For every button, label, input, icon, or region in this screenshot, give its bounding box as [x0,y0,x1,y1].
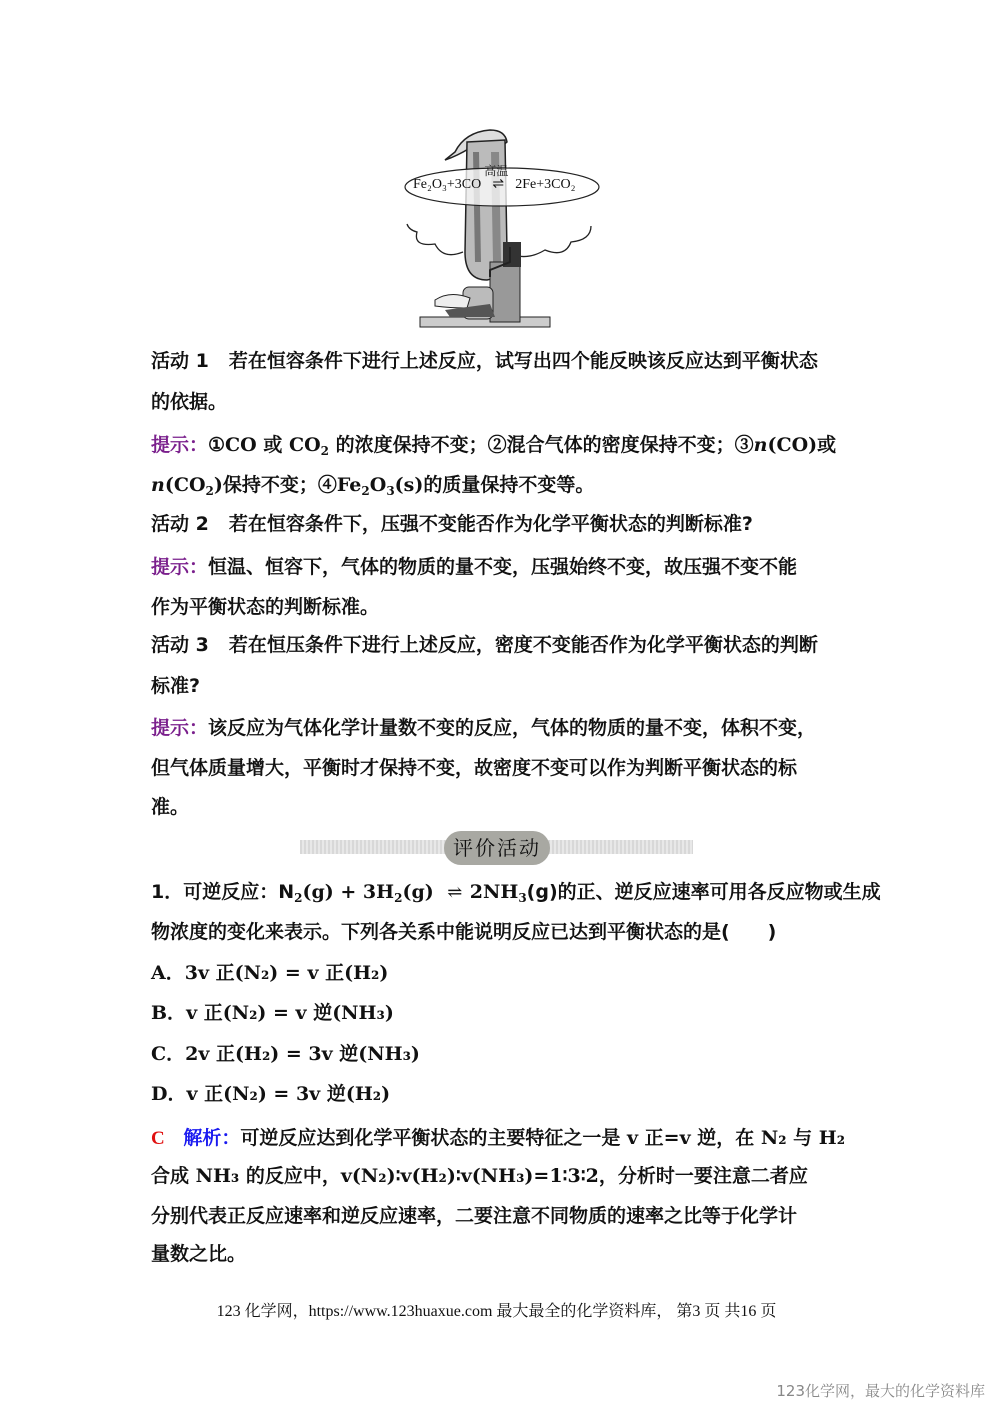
question-number: 1． [151,881,184,903]
activity-1-text-cont: 的依据。 [151,391,228,413]
hint-1-text: 的浓度保持不变；②混合气体的密度保持不变；③ [335,434,754,456]
option-letter: C． [151,1043,186,1065]
hint-label: 提示： [151,556,209,578]
hint-1-cont [151,473,594,497]
subscript: 3 [518,891,527,905]
hint-1-text: O [369,474,387,496]
hint-1 [151,433,836,457]
hint-1-text: n [151,474,165,496]
analysis-text: 可逆反应达到化学平衡状态的主要特征之一是 v 正=v 逆，在 N₂ 与 H₂ [240,1127,846,1149]
activity-3 [151,633,818,657]
question-text: (g) + 3H [302,881,395,903]
blast-furnace-illustration [395,112,610,330]
option-text: v 正(N₂) = 3v 逆(H₂) [186,1083,391,1105]
activity-1 [151,349,818,373]
subscript: 2 [361,484,370,498]
analysis-label: 解析： [183,1127,241,1149]
analysis-cont: 量数之比。 [151,1243,247,1265]
option-text: 2v 正(H₂) = 3v 逆(NH₃) [185,1043,420,1065]
hint-1-text: (CO)或 [767,434,837,456]
hint-3-cont: 准。 [151,796,190,818]
question-text: 2NH [469,881,519,903]
activity-2-text: 若在恒容条件下，压强不变能否作为化学平衡状态的判断标准? [228,513,753,535]
analysis-cont: 合成 NH₃ 的反应中，v(N₂)∶v(H₂)∶v(NH₃)=1∶3∶2，分析时一要注意二者应 [151,1165,808,1187]
option-text: v 正(N₂) = v 逆(NH₃) [186,1002,394,1024]
activity-1-text: 若在恒容条件下进行上述反应，试写出四个能反映该反应达到平衡状态 [228,350,818,372]
hint-3 [151,716,816,740]
option-letter: B． [151,1002,187,1024]
hint-2-text: 恒温、恒容下，气体的物质的量不变，压强始终不变，故压强不变不能 [208,556,798,578]
option-letter: A． [151,962,185,984]
option-text: 3v 正(N₂) = v 正(H₂) [184,962,389,984]
hint-1-text: n [753,434,768,456]
subscript: 3 [386,484,395,498]
activity-2 [151,512,753,536]
subscript: 2 [294,891,303,905]
subscript: 2 [394,891,403,905]
equation-condition: 高温 [484,164,509,178]
question-1 [151,880,881,905]
subscript: 2 [205,484,214,498]
equilibrium-arrow: 高温 ⇌ [484,164,509,192]
hint-1-text: ①CO 或 CO [208,434,321,456]
subscript: 2 [320,444,329,458]
answer-letter: C [151,1128,165,1149]
activity-3-label: 活动 3 [151,634,209,656]
activity-1-label: 活动 1 [151,350,209,372]
activity-2-label: 活动 2 [151,513,209,535]
blast-furnace-figure [395,112,610,330]
activity-3-text-cont: 标准? [151,675,201,697]
watermark: 123化学网，最大的化学资料库 [776,1382,985,1400]
option-b[interactable] [151,1001,394,1025]
question-text: 可逆反应：N [183,881,295,903]
hint-2 [151,555,797,579]
option-c[interactable] [151,1042,420,1066]
question-text: (g) [402,881,434,903]
hint-2-cont: 作为平衡状态的判断标准。 [151,596,380,618]
reversible-arrow-icon: ⇌ [447,882,463,903]
hint-label: 提示： [151,434,209,456]
option-d[interactable] [151,1082,390,1106]
equation-right: 2Fe+3CO₂ [515,177,576,192]
question-1-cont: 物浓度的变化来表示。下列各关系中能说明反应已达到平衡状态的是( ) [151,921,777,943]
option-letter: D． [151,1083,187,1105]
option-a[interactable] [151,961,388,985]
analysis-cont: 分别代表正反应速率和逆反应速率，二要注意不同物质的速率之比等于化学计 [151,1205,798,1227]
question-text: (g)的正、逆反应速率可用各反应物或生成 [526,881,881,903]
hint-3-text: 该反应为气体化学计量数不变的反应，气体的物质的量不变，体积不变， [208,717,817,739]
hint-label: 提示： [151,717,209,739]
page-footer: 123 化学网，https://www.123huaxue.com 最大最全的化学资料库， 第3 页 共16 页 [216,1303,777,1320]
equation-left: Fe₂O₃+3CO [413,177,482,192]
hint-1-text: (CO [164,474,206,496]
analysis [151,1126,845,1151]
hint-3-cont: 但气体质量增大，平衡时才保持不变，故密度不变可以作为判断平衡状态的标 [151,757,798,779]
hint-1-text: )保持不变；④Fe [213,474,362,496]
activity-3-text: 若在恒压条件下进行上述反应，密度不变能否作为化学平衡状态的判断 [228,634,818,656]
section-title: 评价活动 [444,831,550,865]
hint-1-text: (s)的质量保持不变等。 [394,474,595,496]
chemical-equation [413,164,576,193]
